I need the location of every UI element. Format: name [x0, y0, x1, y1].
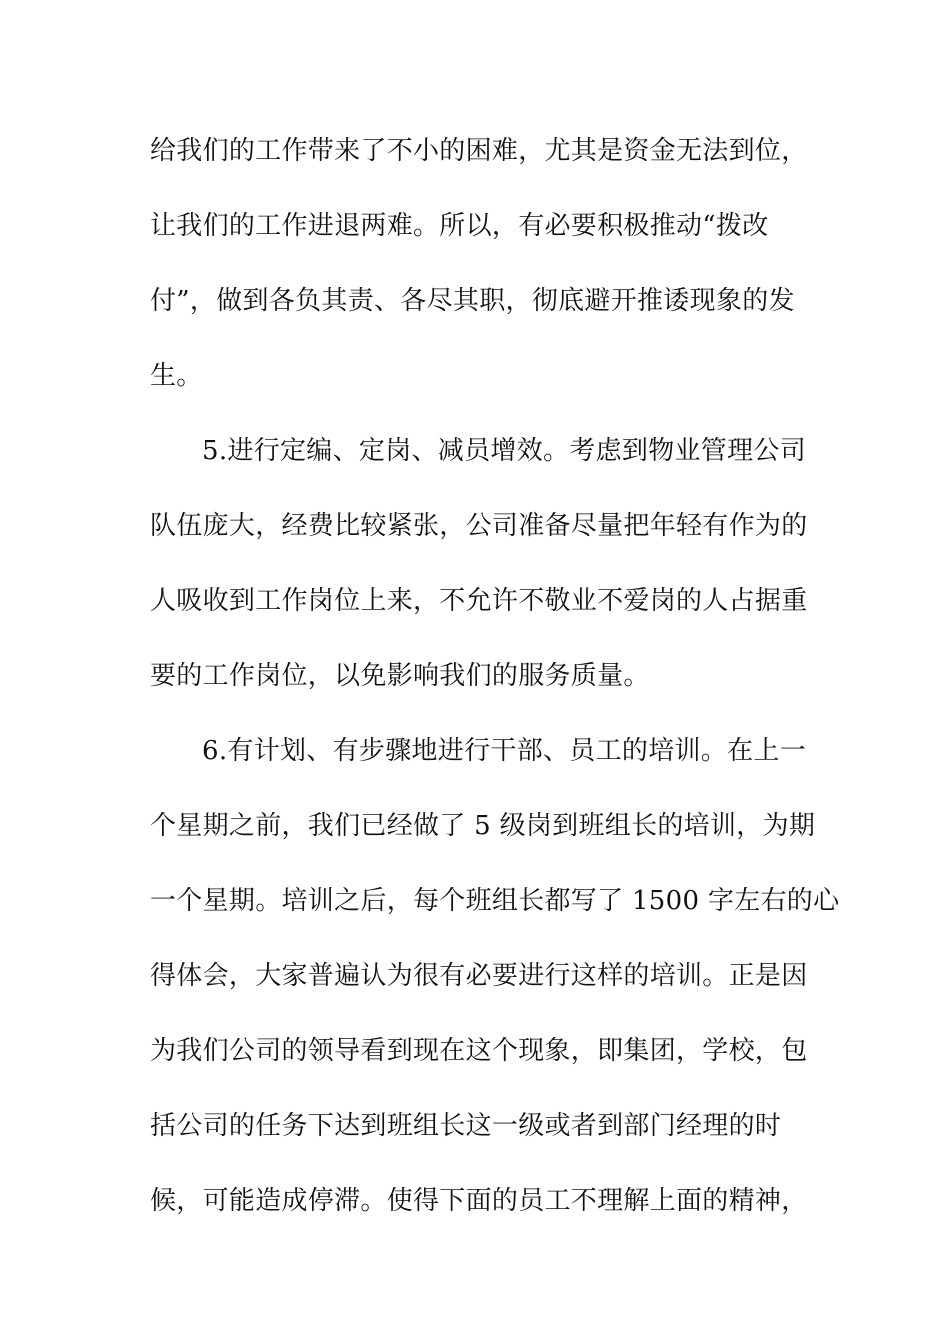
text-line: 要的工作岗位，以免影响我们的服务质量。: [150, 661, 650, 691]
text-line: 候，可能造成停滞。使得下面的员工不理解上面的精神，: [150, 1186, 808, 1216]
text-line: 付”，做到各负其责、各尽其职，彻底避开推诿现象的发: [150, 286, 795, 316]
text-line: 让我们的工作进退两难。所以，有必要积极推动“拨改: [150, 211, 769, 241]
text-line: 一个星期。培训之后，每个班组长都写了 1500 字左右的心: [150, 886, 840, 916]
text-line: 生。: [150, 361, 203, 391]
paragraph-start-line: 5.进行定编、定岗、减员增效。考虑到物业管理公司: [202, 436, 807, 466]
text-line: 为我们公司的领导看到现在这个现象，即集团，学校，包: [150, 1036, 808, 1066]
text-line: 括公司的任务下达到班组长这一级或者到部门经理的时: [150, 1111, 782, 1141]
body-text: [150, 114, 840, 1239]
text-line: 个星期之前，我们已经做了 5 级岗到班组长的培训，为期: [150, 811, 816, 841]
paragraph-start-line: 6.有计划、有步骤地进行干部、员工的培训。在上一: [202, 736, 807, 766]
text-line: 队伍庞大，经费比较紧张，公司准备尽量把年轻有作为的: [150, 511, 808, 541]
text-line: 人吸收到工作岗位上来，不允许不敬业不爱岗的人占据重: [150, 586, 808, 616]
text-line: 得体会，大家普遍认为很有必要进行这样的培训。正是因: [150, 961, 808, 991]
text-line: 给我们的工作带来了不小的困难，尤其是资金无法到位，: [150, 136, 808, 166]
